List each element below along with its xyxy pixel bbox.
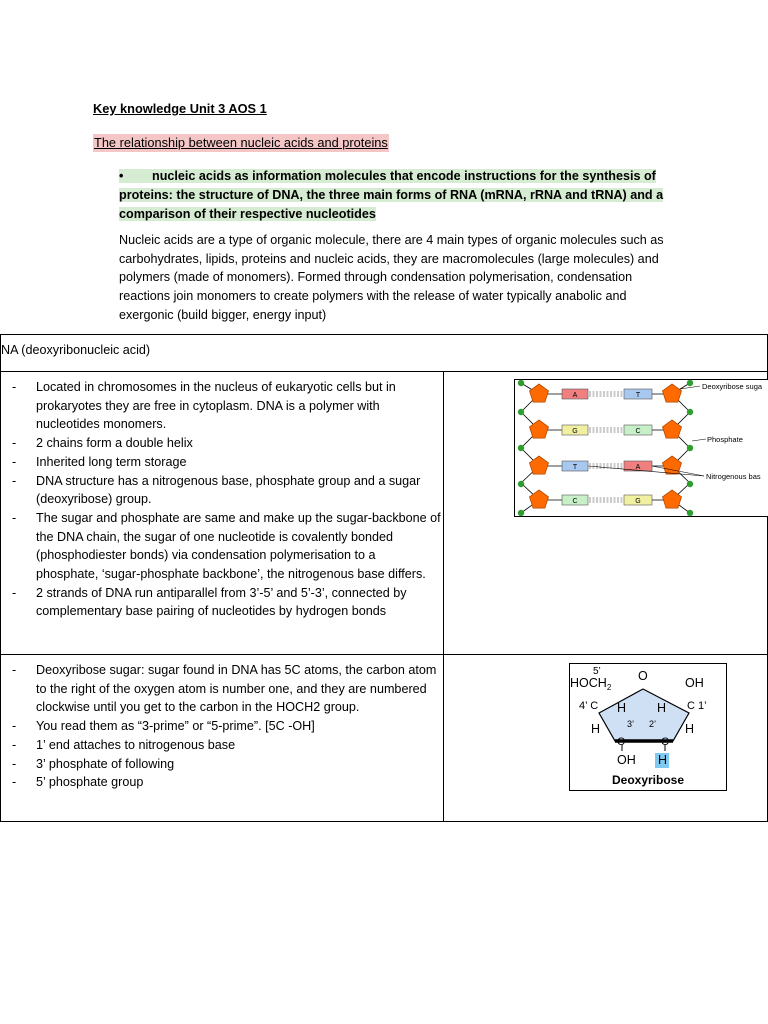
dot-point-text: nucleic acids as information molecules that encode instructions for the synthesis of proteins: the structure of DNA, the three main forms of RNA (mRNA, rRNA and tRNA) and a comparison of their respective nucleotides (119, 169, 664, 221)
list-item: - Inherited long term storage (1, 453, 441, 472)
c2-label: 2’ (649, 719, 657, 729)
phosphate-icon (687, 510, 693, 516)
h-right: H (685, 722, 695, 736)
phosphate-icon (518, 510, 524, 516)
c5-label: 5’ (593, 666, 601, 677)
phosphate-icon (687, 380, 693, 386)
hoch2-label: $HOCH_2$ (570, 676, 612, 692)
c3-carbon: C (617, 736, 625, 748)
intro-paragraph: Nucleic acids are a type of organic molecule, there are 4 main types of organic molecules such as carbohydrates, lipids, proteins and nucleic acids, they are macromolecules (large molecules) and polymers (made of monomers). Formed through condensation polymerisation, condensation reactions join monomers to create polymers with the release of water typically anabolic and exergonic (build bigger, energy input) (119, 233, 664, 322)
base-letter-left: T (572, 464, 578, 471)
base-letter-right: C (635, 428, 641, 435)
list-item: - DNA structure has a nitrogenous base, phosphate group and a sugar (deoxyribose) group. (1, 472, 441, 509)
section-subheading: The relationship between nucleic acids and proteins (94, 135, 388, 150)
phosphate-label: Phosphate (707, 435, 743, 444)
phosphate-icon (518, 481, 524, 487)
deoxyribose-caption: Deoxyribose (611, 773, 685, 787)
key-knowledge-dot-point (119, 167, 664, 224)
base-letter-left: G (572, 428, 578, 435)
deoxyribose-figure-cell (444, 655, 768, 822)
list-item: - Deoxyribose sugar: sugar found in DNA has 5C atoms, the carbon atom to the right of the oxygen atom is number one, and they are numbered clockwise until you get to the carbon in the HOCH2 group. (1, 661, 441, 717)
deoxyribose-notes-cell (1, 655, 444, 822)
dna-table (0, 334, 768, 822)
h-inner-left: H (617, 701, 627, 715)
c2-carbon: C (661, 736, 669, 748)
list-item: - 5’ phosphate group (1, 773, 441, 792)
dna-structure-diagram (514, 379, 768, 517)
phosphate-icon (687, 481, 693, 487)
list-item: - 3’ phosphate of following (1, 755, 441, 774)
deoxyribose-diagram (569, 663, 727, 791)
phosphate-icon (518, 380, 524, 386)
dna-notes-cell (1, 372, 444, 655)
list-item: - You read them as “3-prime” or “5-prime”. [5C -OH] (1, 717, 441, 736)
deoxyribose-notes-list (1, 655, 443, 792)
h-highlight-label: H (658, 753, 668, 767)
list-item: - 1’ end attaches to nitrogenous base (1, 736, 441, 755)
base-letter-left: C (572, 498, 578, 505)
dna-notes-list (1, 372, 443, 621)
phosphate-icon (518, 445, 524, 451)
base-letter-right: T (635, 392, 641, 399)
oh-top-label: OH (685, 676, 704, 690)
sugar-label: Deoxyribose suga (702, 382, 763, 391)
base-letter-left: A (572, 392, 578, 399)
list-item: - 2 chains form a double helix (1, 434, 441, 453)
table-title: NA (deoxyribonucleic acid) (1, 335, 768, 372)
c3-label: 3’ (627, 719, 635, 729)
list-item: - Located in chromosomes in the nucleus of eukaryotic cells but in prokaryotes they are free in cytoplasm. DNA is a polymer with nucleotides monomers. (1, 378, 441, 434)
c4-label: 4’ C (579, 700, 599, 712)
c1-label: C 1’ (687, 700, 707, 712)
base-letter-right: A (635, 464, 641, 471)
oxygen-label: O (638, 669, 648, 683)
dna-figure-cell (444, 372, 768, 655)
base-letter-right: G (635, 498, 641, 505)
oh-bottom-label: OH (617, 753, 636, 767)
nitrogenous-base-label: Nitrogenous bas (706, 472, 761, 481)
phosphate-icon (687, 445, 693, 451)
phosphate-icon (518, 409, 524, 415)
h-inner-right: H (657, 701, 667, 715)
phosphate-icon (687, 409, 693, 415)
h-left: H (591, 722, 601, 736)
list-item: - 2 strands of DNA run antiparallel from 3’-5’ and 5’-3’, connected by complementary base pairing of nucleotides by hydrogen bonds (1, 584, 441, 621)
list-item: - The sugar and phosphate are same and make up the sugar-backbone of the DNA chain, the sugar of one nucleotide is covalently bonded (phosphodiester bonds) via condensation polymerisation to a phosphate, ‘sugar-phosphate backbone’, the nitrogenous base differs. (1, 509, 441, 584)
page-heading: Key knowledge Unit 3 AOS 1 (93, 101, 267, 116)
bullet-icon: • (119, 169, 124, 183)
